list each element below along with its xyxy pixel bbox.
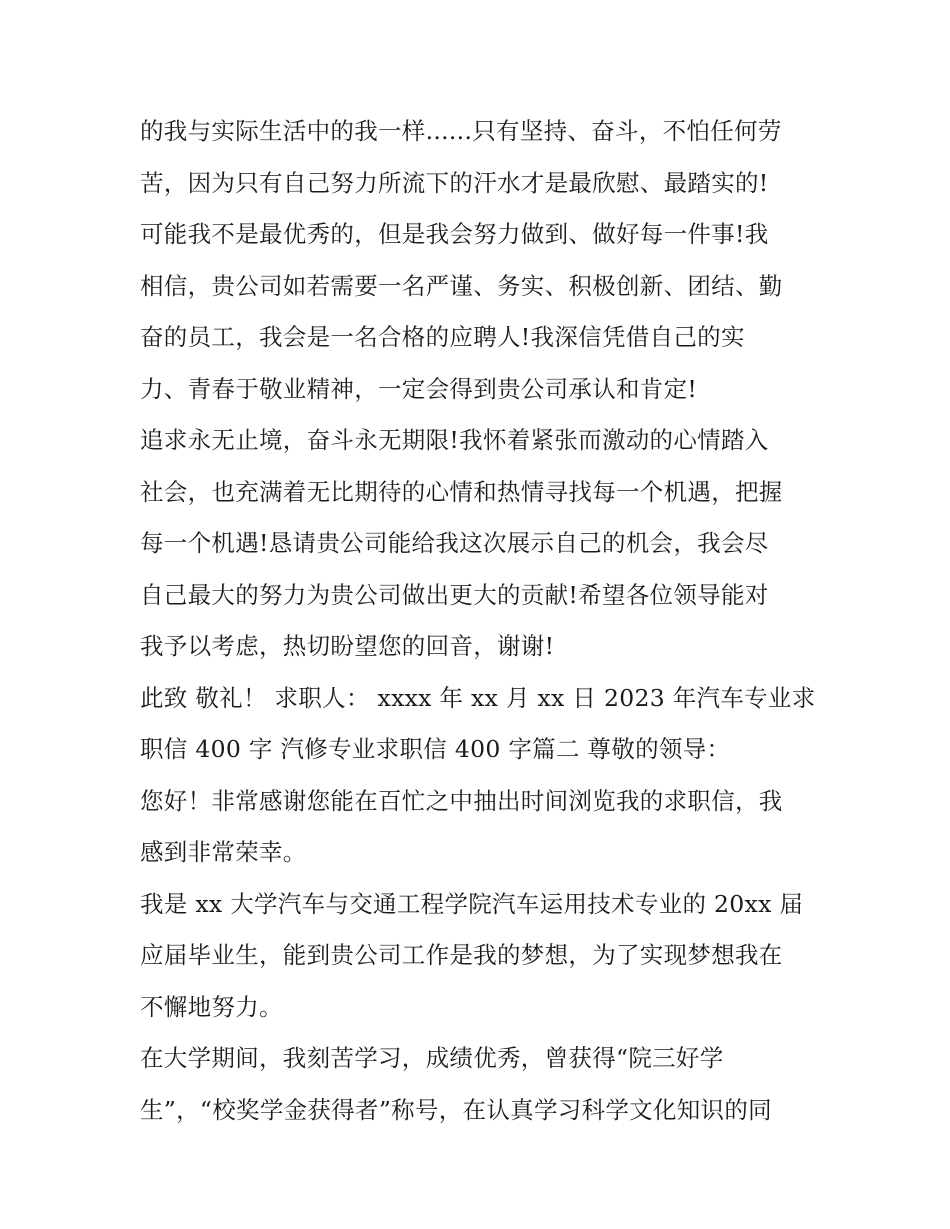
text-line: 在大学期间，我刻苦学习，成绩优秀，曾获得“院三好学 bbox=[140, 1044, 724, 1072]
text-line: 职信 400 字 汽修专业求职信 400 字篇二 尊敬的领导： bbox=[140, 735, 731, 763]
text-line: 生”，“校奖学金获得者”称号，在认真学习科学文化知识的同 bbox=[140, 1095, 772, 1124]
document-body bbox=[140, 106, 820, 1136]
text-line: 追求永无止境，奋斗永无期限!我怀着紧张而激动的心情踏入 bbox=[140, 426, 769, 454]
text-line: 我是 xx 大学汽车与交通工程学院汽车运用技术专业的 20xx 届 bbox=[140, 889, 804, 918]
text-line: 每一个机遇!恳请贵公司能给我这次展示自己的机会，我会尽 bbox=[140, 529, 769, 557]
text-line: 应届毕业生，能到贵公司工作是我的梦想，为了实现梦想我在 bbox=[140, 941, 783, 969]
text-line: 可能我不是最优秀的，但是我会努力做到、做好每一件事!我 bbox=[140, 220, 769, 248]
text-line: 您好！非常感谢您能在百忙之中抽出时间浏览我的求职信，我 bbox=[140, 786, 783, 815]
text-line: 力、青春于敬业精神，一定会得到贵公司承认和肯定! bbox=[140, 374, 698, 403]
text-line: 自己最大的努力为贵公司做出更大的贡献!希望各位领导能对 bbox=[140, 580, 769, 609]
text-line: 此致 敬礼！ 求职人： xxxx 年 xx 月 xx 日 2023 年汽车专业求 bbox=[140, 683, 816, 712]
text-line: 感到非常荣幸。 bbox=[140, 838, 307, 866]
text-line: 不懈地努力。 bbox=[140, 992, 283, 1021]
text-line: 相信，贵公司如若需要一名严谨、务实、积极创新、团结、勤 bbox=[140, 271, 783, 300]
text-line: 的我与实际生活中的我一样......只有坚持、奋斗，不怕任何劳 bbox=[140, 117, 782, 145]
text-line: 奋的员工，我会是一名合格的应聘人!我深信凭借自己的实 bbox=[140, 323, 745, 351]
text-line: 社会，也充满着无比期待的心情和热情寻找每一个机遇，把握 bbox=[140, 477, 783, 506]
text-line: 我予以考虑，热切盼望您的回音，谢谢! bbox=[140, 632, 555, 660]
text-line: 苦，因为只有自己努力所流下的汗水才是最欣慰、最踏实的! bbox=[140, 168, 769, 197]
